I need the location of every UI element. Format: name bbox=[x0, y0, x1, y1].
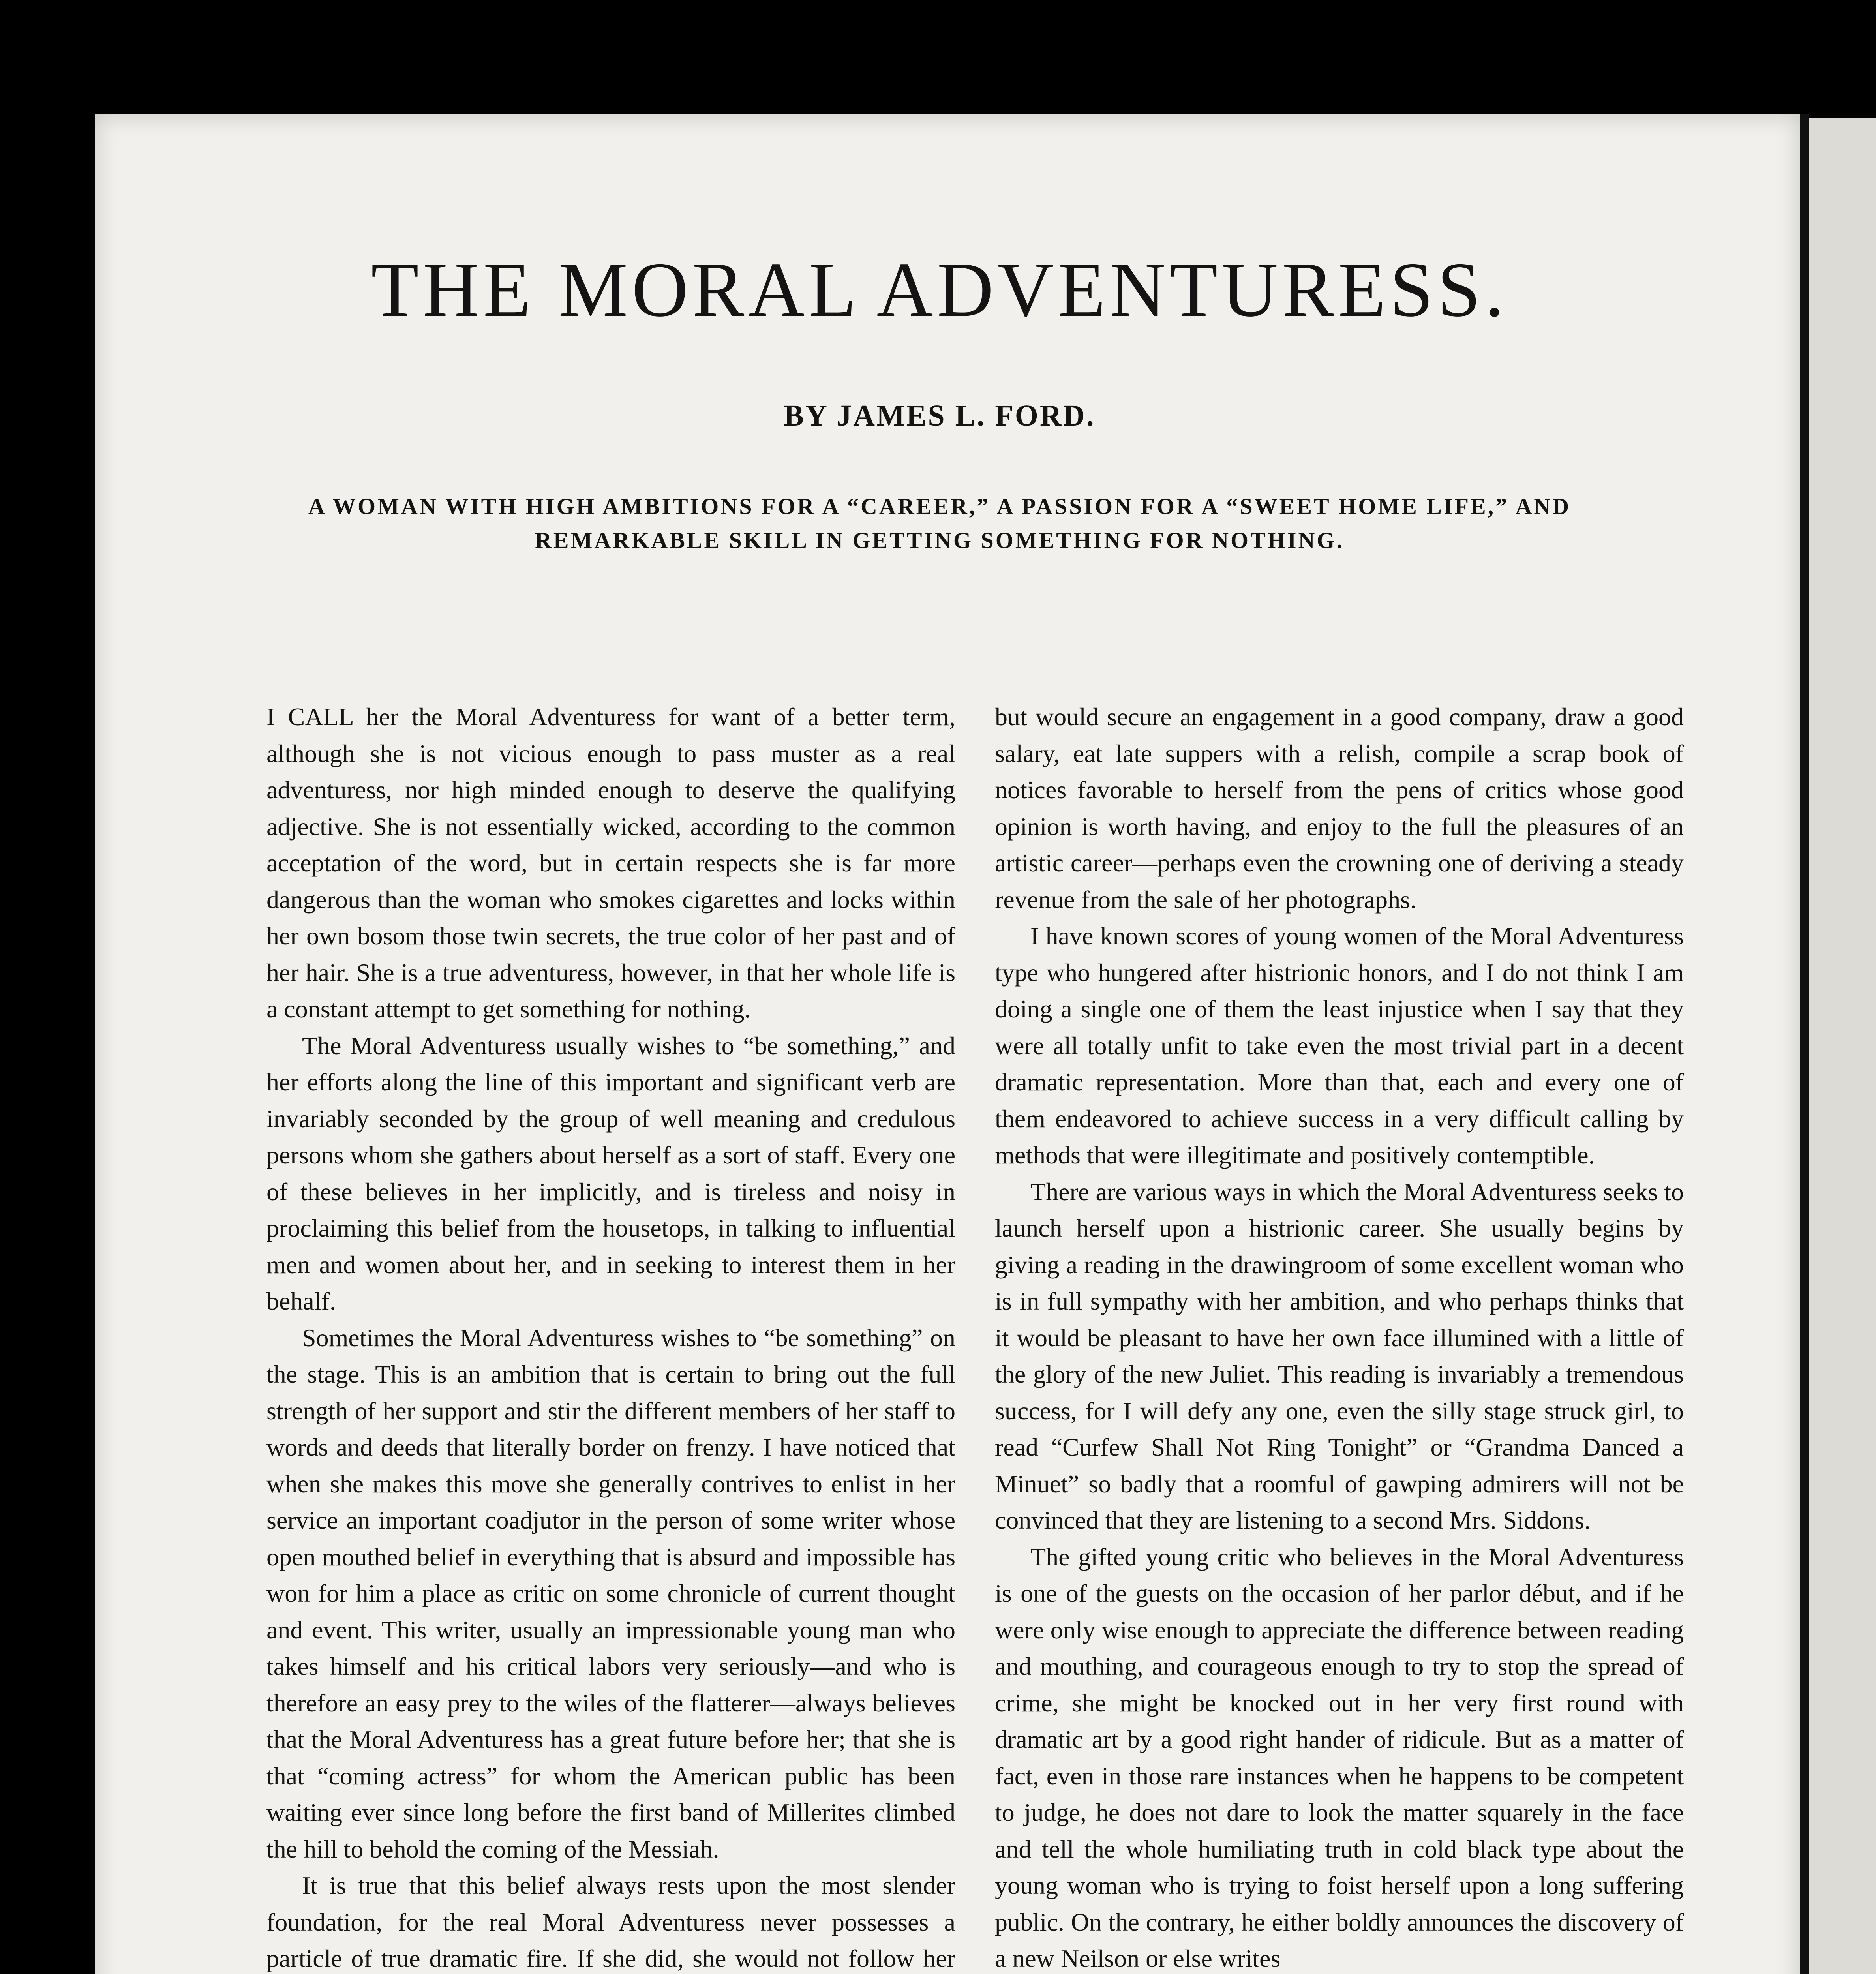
article-subtitle: A WOMAN WITH HIGH AMBITIONS FOR A “CAREER,” A PASSION FOR A “SWEET HOME LIFE,” AND REMARKABLE SKILL IN GETTING SOMETHING FOR NOTHING. bbox=[308, 494, 1571, 553]
left-column bbox=[266, 699, 955, 1974]
next-page-edge bbox=[1808, 118, 1876, 1974]
article-title: THE MORAL ADVENTURESS. bbox=[371, 246, 1508, 333]
article-byline: BY JAMES L. FORD. bbox=[784, 399, 1096, 432]
page-gutter bbox=[1800, 114, 1809, 1974]
paragraph: Sometimes the Moral Adventuress wishes to “be something” on the stage. This is an ambition that is certain to bring out the full strength of her support and stir the different members of her staff to words and deeds that literally border on frenzy. I have noticed that when she makes this move she generally contrives to enlist in her service an important coadjutor in the person of some writer whose open mouthed belief in everything that is absurd and impossible has won for him a place as critic on some chronicle of current thought and event. This writer, usually an impressionable young man who takes himself and his critical labors very seriously—and who is therefore an easy prey to the wiles of the flatterer—always believes that the Moral Adventuress has a great future before her; that she is that “coming actress” for whom the American public has been waiting ever since long before the first band of Millerites climbed the hill to behold the coming of the Messiah. bbox=[266, 1323, 955, 1863]
paragraph: There are various ways in which the Moral Adventuress seeks to launch herself upon a histrionic career. She usually begins by giving a reading in the drawingroom of some excellent woman who is in full sympathy with her ambition, and who perhaps thinks that it would be pleasant to have her own face illumined with a little of the glory of the new Juliet. This reading is invariably a tremendous success, for I will defy any one, even the silly stage struck girl, to read “Curfew Shall Not Ring Tonight” or “Grandma Danced a Minuet” so badly that a roomful of gawping admirers will not be convinced that they are listening to a second Mrs. Siddons. bbox=[995, 1177, 1684, 1534]
paragraph: The Moral Adventuress usually wishes to “be something,” and her efforts along the line of this important and significant verb are invariably seconded by the group of well meaning and credulous persons whom she gathers about herself as a sort of staff. Every one of these believes in her implicitly, and is tireless and noisy in proclaiming this belief from the housetops, in talking to influential men and women about her, and in seeking to interest them in her behalf. bbox=[266, 1031, 955, 1315]
paragraph: I CALL her the Moral Adventuress for want of a better term, although she is not vicious enough to pass muster as a real adventuress, nor high minded enough to deserve the qualifying adjective. She is not essentially wicked, according to the common acceptation of the word, but in certain respects she is far more dangerous than the woman who smokes cigarettes and locks within her own bosom those twin secrets, the true color of her past and of her hair. She is a true adventuress, however, in that her whole life is a constant attempt to get something for nothing. bbox=[266, 703, 955, 1023]
right-column bbox=[995, 699, 1684, 1974]
paragraph: I have known scores of young women of the Moral Adventuress type who hungered after histrionic honors, and I do not think I am doing a single one of them the least injustice when I say that they were all totally unfit to take even the most trivial part in a decent dramatic representation. More than that, each and every one of them endeavored to achieve success in a very difficult calling by methods that were illegitimate and positively contemptible. bbox=[995, 922, 1684, 1169]
paragraph: but would secure an engagement in a good company, draw a good salary, eat late suppers with a relish, compile a scrap book of notices favorable to herself from the pens of critics whose good opinion is worth having, and enjoy to the full the pleasures of an artistic career—perhaps even the crowning one of deriving a steady revenue from the sale of her photographs. bbox=[995, 703, 1684, 914]
paragraph: It is true that this belief always rests upon the most slender foundation, for the real Moral Adventuress never possesses a particle of true dramatic fire. If she did, she would not follow her bbox=[266, 1871, 955, 1972]
paragraph: The gifted young critic who believes in the Moral Adventuress is one of the guests on the occasion of her parlor début, and if he were only wise enough to appreciate the difference between reading and mouthing, and courageous enough to try to stop the spread of crime, she might be knocked out in her very first round with dramatic art by a good right hander of ridicule. But as a matter of fact, even in those rare instances when he happens to be competent to judge, he does not dare to look the matter squarely in the face and tell the whole humiliating truth in cold black type about the young woman who is trying to foist herself upon a long suffering public. On the contrary, he either boldly announces the discovery of a new Neilson or else writes bbox=[995, 1542, 1684, 1972]
